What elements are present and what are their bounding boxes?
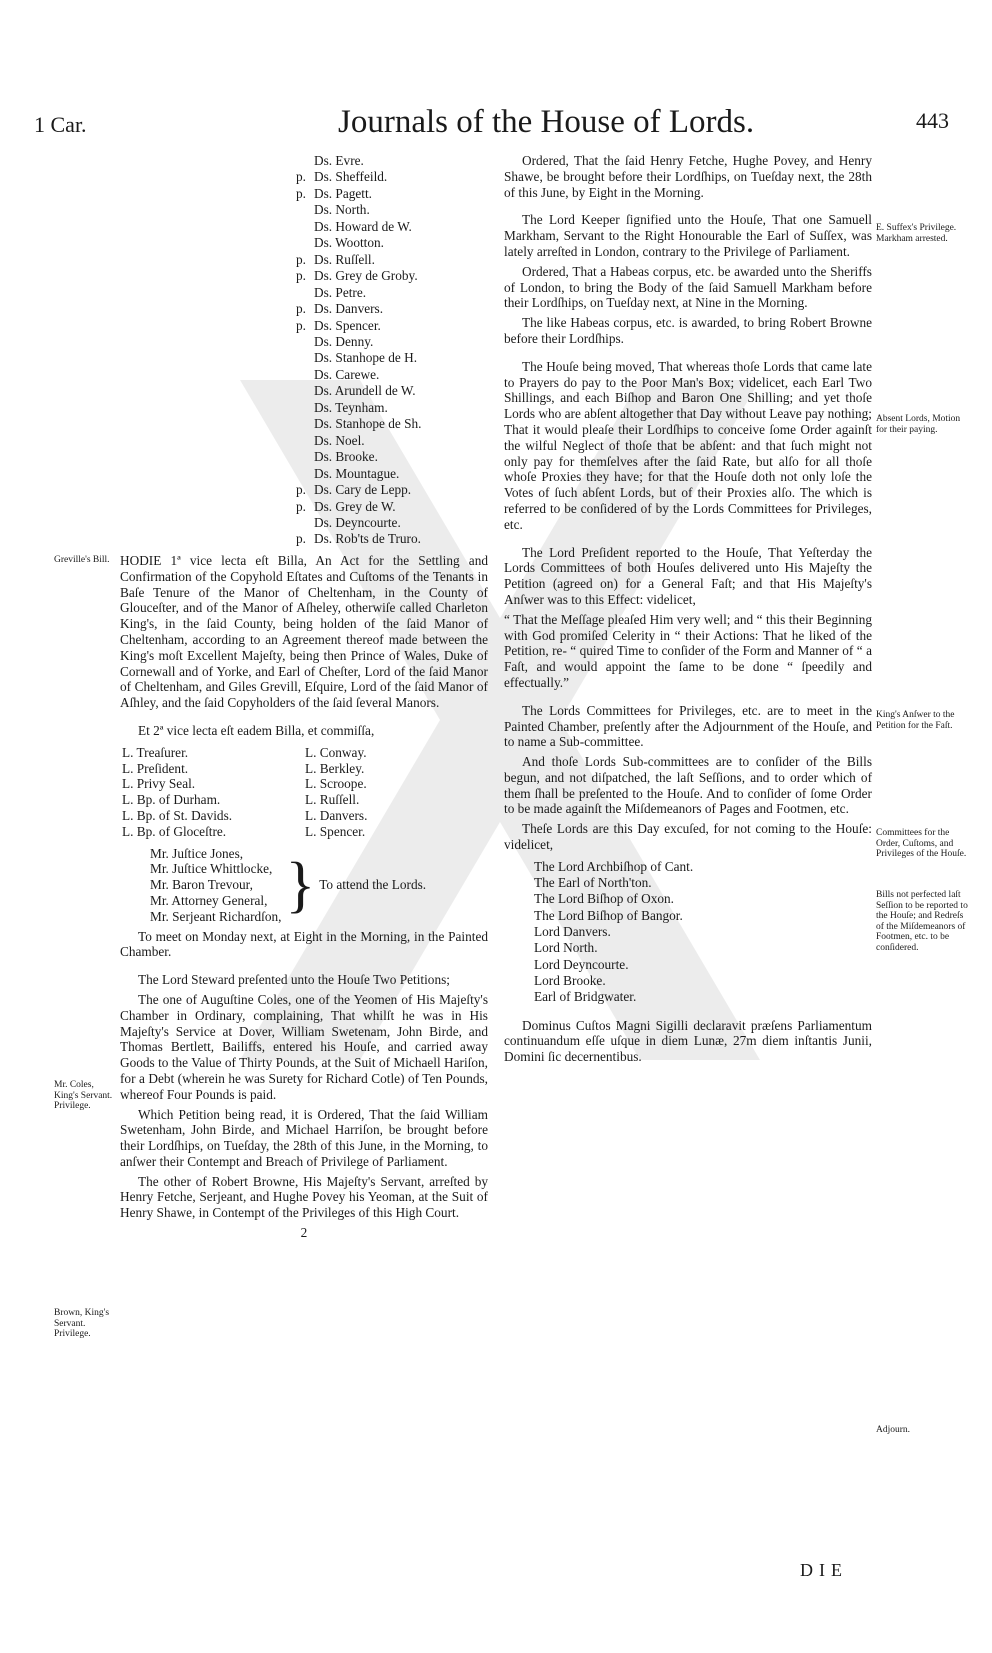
justices-list <box>150 846 281 925</box>
peer-entry <box>296 219 421 235</box>
peer-name: Ds. Danvers. <box>314 301 384 317</box>
peer-entry <box>296 318 421 334</box>
justice-name: Mr. Juſtice Whittlocke, <box>150 861 273 877</box>
committee-member: L. Scroope. <box>305 776 367 792</box>
committees-order: The Lords Committees for Privileges, etc. are to meet in the Painted Chamber, preſently after the Adjournment of the Houſe, and to name a Sub-committee. <box>504 702 872 750</box>
peer-name: Ds. Sheffeild. <box>314 169 388 185</box>
peer-entry <box>296 433 421 449</box>
president-report: The Lord Preſident reported to the Houſe, That Yeſterday the Lords Committees of both Houſes delivered unto His Majeſty the Petition (agreed on) for a General Faſt; and that His Majeſty's Anſwer was to this Effect: videlicet, <box>504 544 872 607</box>
peer-entry <box>296 153 421 169</box>
running-head-left: 1 Car. <box>34 112 87 137</box>
peer-entry <box>296 383 421 399</box>
adjournment-declaration: Dominus Cuſtos Magni Sigilli declaravit præſens Parliamentum continuandum eſſe uſque in diem Lunæ, 27m diem inſtantis Junii, Domini ſic decernentibus. <box>504 1017 872 1065</box>
peer-name: Ds. Spencer. <box>314 317 381 333</box>
peer-name: Ds. Howard de W. <box>314 218 412 234</box>
excused-lord: The Lord Biſhop of Oxon. <box>534 891 674 907</box>
margin-note-suffex: E. Suffex's Privilege. Markham arrested. <box>876 223 957 244</box>
peer-name: Ds. Carewe. <box>314 366 380 382</box>
excused-lord: Lord Brooke. <box>534 972 606 988</box>
committee-member: L. Preſident. <box>122 760 189 776</box>
excused-lords-list <box>534 859 872 1006</box>
steward-petitions: The Lord Steward preſented unto the Houſe Two Petitions; <box>138 972 450 988</box>
peer-name: Ds. Stanhope de H. <box>314 350 418 366</box>
peer-entry <box>296 449 421 465</box>
catchword: DIE <box>800 1560 848 1580</box>
peer-entry <box>296 235 421 251</box>
committee-left <box>122 745 305 840</box>
margin-note-browne: Brown, King's Servant. Privilege. <box>54 1308 110 1339</box>
proxy-mark: p. <box>296 498 306 514</box>
peer-name: Ds. Cary de Lepp. <box>314 482 412 498</box>
excused-lord: Lord Deyncourte. <box>534 956 629 972</box>
margin-note-grevilles-bill: Greville's Bill. <box>54 555 110 565</box>
habeas-corpus-order: Ordered, That a Habeas corpus, etc. be awarded unto the Sheriffs of London, to bring the Body of the ſaid Samuell Markham before their Lordſhips, on Tueſday next, at Nine in the Morning. <box>504 263 872 311</box>
peer-entry <box>296 350 421 366</box>
peer-name: Ds. Noel. <box>314 432 365 448</box>
peer-entry <box>296 531 421 547</box>
margin-note-bills: Bills not perfected laſt Seſſion to be reported to the Houſe; and Redreſs of the Miſdemeanors of Footmen, etc. to be conſidered. <box>876 890 968 953</box>
peer-entry <box>296 367 421 383</box>
bill-second-reading: Et 2ª vice lecta eſt eadem Billa, et commiſſa, <box>138 722 375 738</box>
peer-entry <box>296 416 421 432</box>
margin-note-committees: Committees for the Order, Cuſtoms, and Privileges of the Houſe. <box>876 828 967 859</box>
order-swetenham: Which Petition being read, it is Ordered, That the ſaid William Swetenham, John Birde, and Michael Harriſon, be brought before their Lordſhips, on Tueſday, the 28th of this June, in the Morning, to anſwer their Contempt and Breach of Privilege of Parliament. <box>120 1106 488 1169</box>
peer-name: Ds. Grey de W. <box>314 498 396 514</box>
peer-entry <box>296 252 421 268</box>
signature-mark: 2 <box>300 1225 308 1241</box>
committee-member: L. Berkley. <box>305 760 365 776</box>
to-attend-label: To attend the Lords. <box>319 877 427 893</box>
peer-entry <box>296 202 421 218</box>
excused-lord: The Lord Biſhop of Bangor. <box>534 907 683 923</box>
proxy-mark: p. <box>296 169 306 185</box>
margin-note-coles: Mr. Coles, King's Servant. Privilege. <box>54 1080 113 1111</box>
excused-lord: Earl of Bridgwater. <box>534 989 637 1005</box>
committee-member: L. Conway. <box>305 744 367 760</box>
peer-entry <box>296 186 421 202</box>
peer-entry <box>296 268 421 284</box>
committee-member: L. Bp. of St. Davids. <box>122 807 233 823</box>
justice-name: Mr. Serjeant Richardſon, <box>150 908 282 924</box>
proxy-mark: p. <box>296 268 306 284</box>
proxy-mark: p. <box>296 301 306 317</box>
excused-lord: The Lord Archbiſhop of Cant. <box>534 858 694 874</box>
proxy-mark: p. <box>296 317 306 333</box>
committee-member: L. Bp. of Gloceſtre. <box>122 823 227 839</box>
peer-name: Ds. Ruſſell. <box>314 251 375 267</box>
subcommittees-order: And thoſe Lords Sub-committees are to conſider of the Bills begun, and not diſpatched, the laſt Seſſions, and to order which of them ſhall be preſented to the Houſe. And to conſider of ſome Order to be made againſt the Miſdemeanors of Pages and Footmen, etc. <box>504 754 872 817</box>
peer-name: Ds. North. <box>314 202 370 218</box>
brace-icon: } <box>285 851 316 920</box>
excused-intro: Theſe Lords are this Day excuſed, for not coming to the Houſe: videlicet, <box>504 821 872 853</box>
peer-name: Ds. Wootton. <box>314 235 384 251</box>
proxy-mark: p. <box>296 251 306 267</box>
peer-name: Ds. Arundell de W. <box>314 383 416 399</box>
peer-entry <box>296 499 421 515</box>
keeper-markham: The Lord Keeper ſignified unto the Houſe, That one Samuell Markham, Servant to the Right Honourable the Earl of Suſſex, was lately arreſted in London, contrary to the Privilege of Parliament. <box>504 212 872 259</box>
margin-note-kings-answer: King's Anſwer to the Petition for the Faſt. <box>876 710 955 731</box>
page-number: 443 <box>916 108 949 133</box>
peer-name: Ds. Stanhope de Sh. <box>314 416 422 432</box>
peer-entry <box>296 169 421 185</box>
peer-name: Ds. Evre. <box>314 153 364 168</box>
justices-block <box>150 846 488 925</box>
peer-name: Ds. Teynham. <box>314 399 388 415</box>
committee-member: L. Treaſurer. <box>122 744 189 760</box>
coles-petition: The one of Auguſtine Coles, one of the Yeomen of His Majeſty's Chamber in Ordinary, complaining, That whilſt he was in His Majeſty's Service at Dover, William Swetenam, John Birde, and Thomas Bertlett, Bailiffs, entered his Houſe, and carried away Goods to the Value of Thirty Pounds, at the Suit of Michaell Hariſon, for a Debt (wherein he was Surety for Richard Cotle) of Ten Pounds, whereof Four Pounds is paid. <box>120 991 488 1102</box>
committee-member: L. Spencer. <box>305 823 366 839</box>
peer-name: Ds. Denny. <box>314 333 374 349</box>
peer-name: Ds. Rob'ts de Truro. <box>314 531 421 547</box>
peer-name: Ds. Mountague. <box>314 465 400 481</box>
committee-right <box>305 745 488 840</box>
excused-lord: Lord North. <box>534 940 598 956</box>
committee-member: L. Privy Seal. <box>122 776 196 792</box>
committee-member: L. Bp. of Durham. <box>122 792 221 808</box>
peer-name: Ds. Pagett. <box>314 185 372 201</box>
right-column <box>504 153 872 1069</box>
peer-name: Ds. Brooke. <box>314 449 378 465</box>
order-fetche: Ordered, That the ſaid Henry Fetche, Hughe Povey, and Henry Shawe, be brought before their Lordſhips, on Tueſday next, the 28th of this June, by Eight in the Morning. <box>504 153 872 200</box>
committee-list <box>122 745 488 840</box>
peer-list <box>296 153 421 548</box>
peer-name: Ds. Grey de Groby. <box>314 268 418 284</box>
peer-entry <box>296 334 421 350</box>
peer-entry <box>296 482 421 498</box>
committee-member: L. Danvers. <box>305 807 368 823</box>
committee-member: L. Ruſſell. <box>305 792 360 808</box>
proxy-mark: p. <box>296 185 306 201</box>
peer-entry <box>296 466 421 482</box>
habeas-browne: The like Habeas corpus, etc. is awarded, to bring Robert Browne before their Lordſhips. <box>504 315 872 346</box>
peer-entry <box>296 400 421 416</box>
page-title: Journals of the House of Lords. <box>338 104 755 140</box>
bill-first-reading: HODIE 1ª vice lecta eſt Billa, An Act for the Settling and Confirmation of the Copyhold Eſtates and Cuſtoms of the Tenants in Baſe Tenure of the Manor of Cheltenham, in the County of Glouceſter, and of the Manor of Aſheley, otherwiſe called Charleton King's, in the ſaid County, being holden of the ſaid Manor of Cheltenham, according to an Agreement thereof made between the King's moſt Excellent Majeſty, being then Prince of Wales, Duke of Cornewall and of Yorke, and Earl of Cheſter, Lord of the ſaid Manor of Cheltenham, and Giles Grevill, Eſquire, Lord of the ſaid Manor of Aſhley, and the ſaid Copyholders of the ſaid ſeveral Manors. <box>120 553 488 711</box>
kings-answer: “ That the Meſſage pleaſed Him very well; and “ this their Beginning with God promiſed Celerity in “ their Actions: That he liked of the Petition, re- “ quired Time to conſider of the Form and Manner of “ a Faſt, and would appoint the ſame to be done “ ſpeedily and effectually.” <box>504 611 872 690</box>
justice-name: Mr. Juſtice Jones, <box>150 845 244 861</box>
proxy-mark: p. <box>296 482 306 498</box>
peer-name: Ds. Deyncourte. <box>314 514 401 530</box>
left-column <box>120 553 488 1245</box>
proxy-mark: p. <box>296 531 306 547</box>
absent-lords-motion: The Houſe being moved, That whereas thoſe Lords that came late to Prayers do pay to the Poor Man's Box; videlicet, each Earl Two Shillings, and each Biſhop and Baron One Shilling; and yet thoſe Lords who are abſent altogether that Day without Leave pay nothing; That it would pleaſe their Lordſhips to conceive ſome Order againſt the wilful Neglect of thoſe that be abſent: and that ſuch might not only pay for themſelves after the ſaid Rate, but alſo for all thoſe whoſe Proxies they have; for that the Houſe doth not only loſe the Votes of ſuch abſent Lords, but of their Proxies alſo. The which is referred to be conſidered of by the Lords Committees for Privileges, etc. <box>504 358 872 532</box>
peer-entry <box>296 285 421 301</box>
peer-name: Ds. Petre. <box>314 284 367 300</box>
justice-name: Mr. Baron Trevour, <box>150 877 253 893</box>
meeting-notice: To meet on Monday next, at Eight in the Morning, in the Painted Chamber. <box>120 928 488 960</box>
excused-lord: Lord Danvers. <box>534 924 611 940</box>
margin-note-absent-lords: Absent Lords, Motion for their paying. <box>876 414 961 435</box>
peer-entry <box>296 515 421 531</box>
peer-entry <box>296 301 421 317</box>
margin-note-adjourn: Adjourn. <box>876 1425 911 1435</box>
justice-name: Mr. Attorney General, <box>150 892 268 908</box>
excused-lord: The Earl of North'ton. <box>534 875 652 891</box>
browne-petition: The other of Robert Browne, His Majeſty's Servant, arreſted by Henry Fetche, Serjeant, and Hughe Povey his Yeoman, at the Suit of Henry Shawe, in Contempt of the Privileges of this High Court. <box>120 1173 488 1221</box>
